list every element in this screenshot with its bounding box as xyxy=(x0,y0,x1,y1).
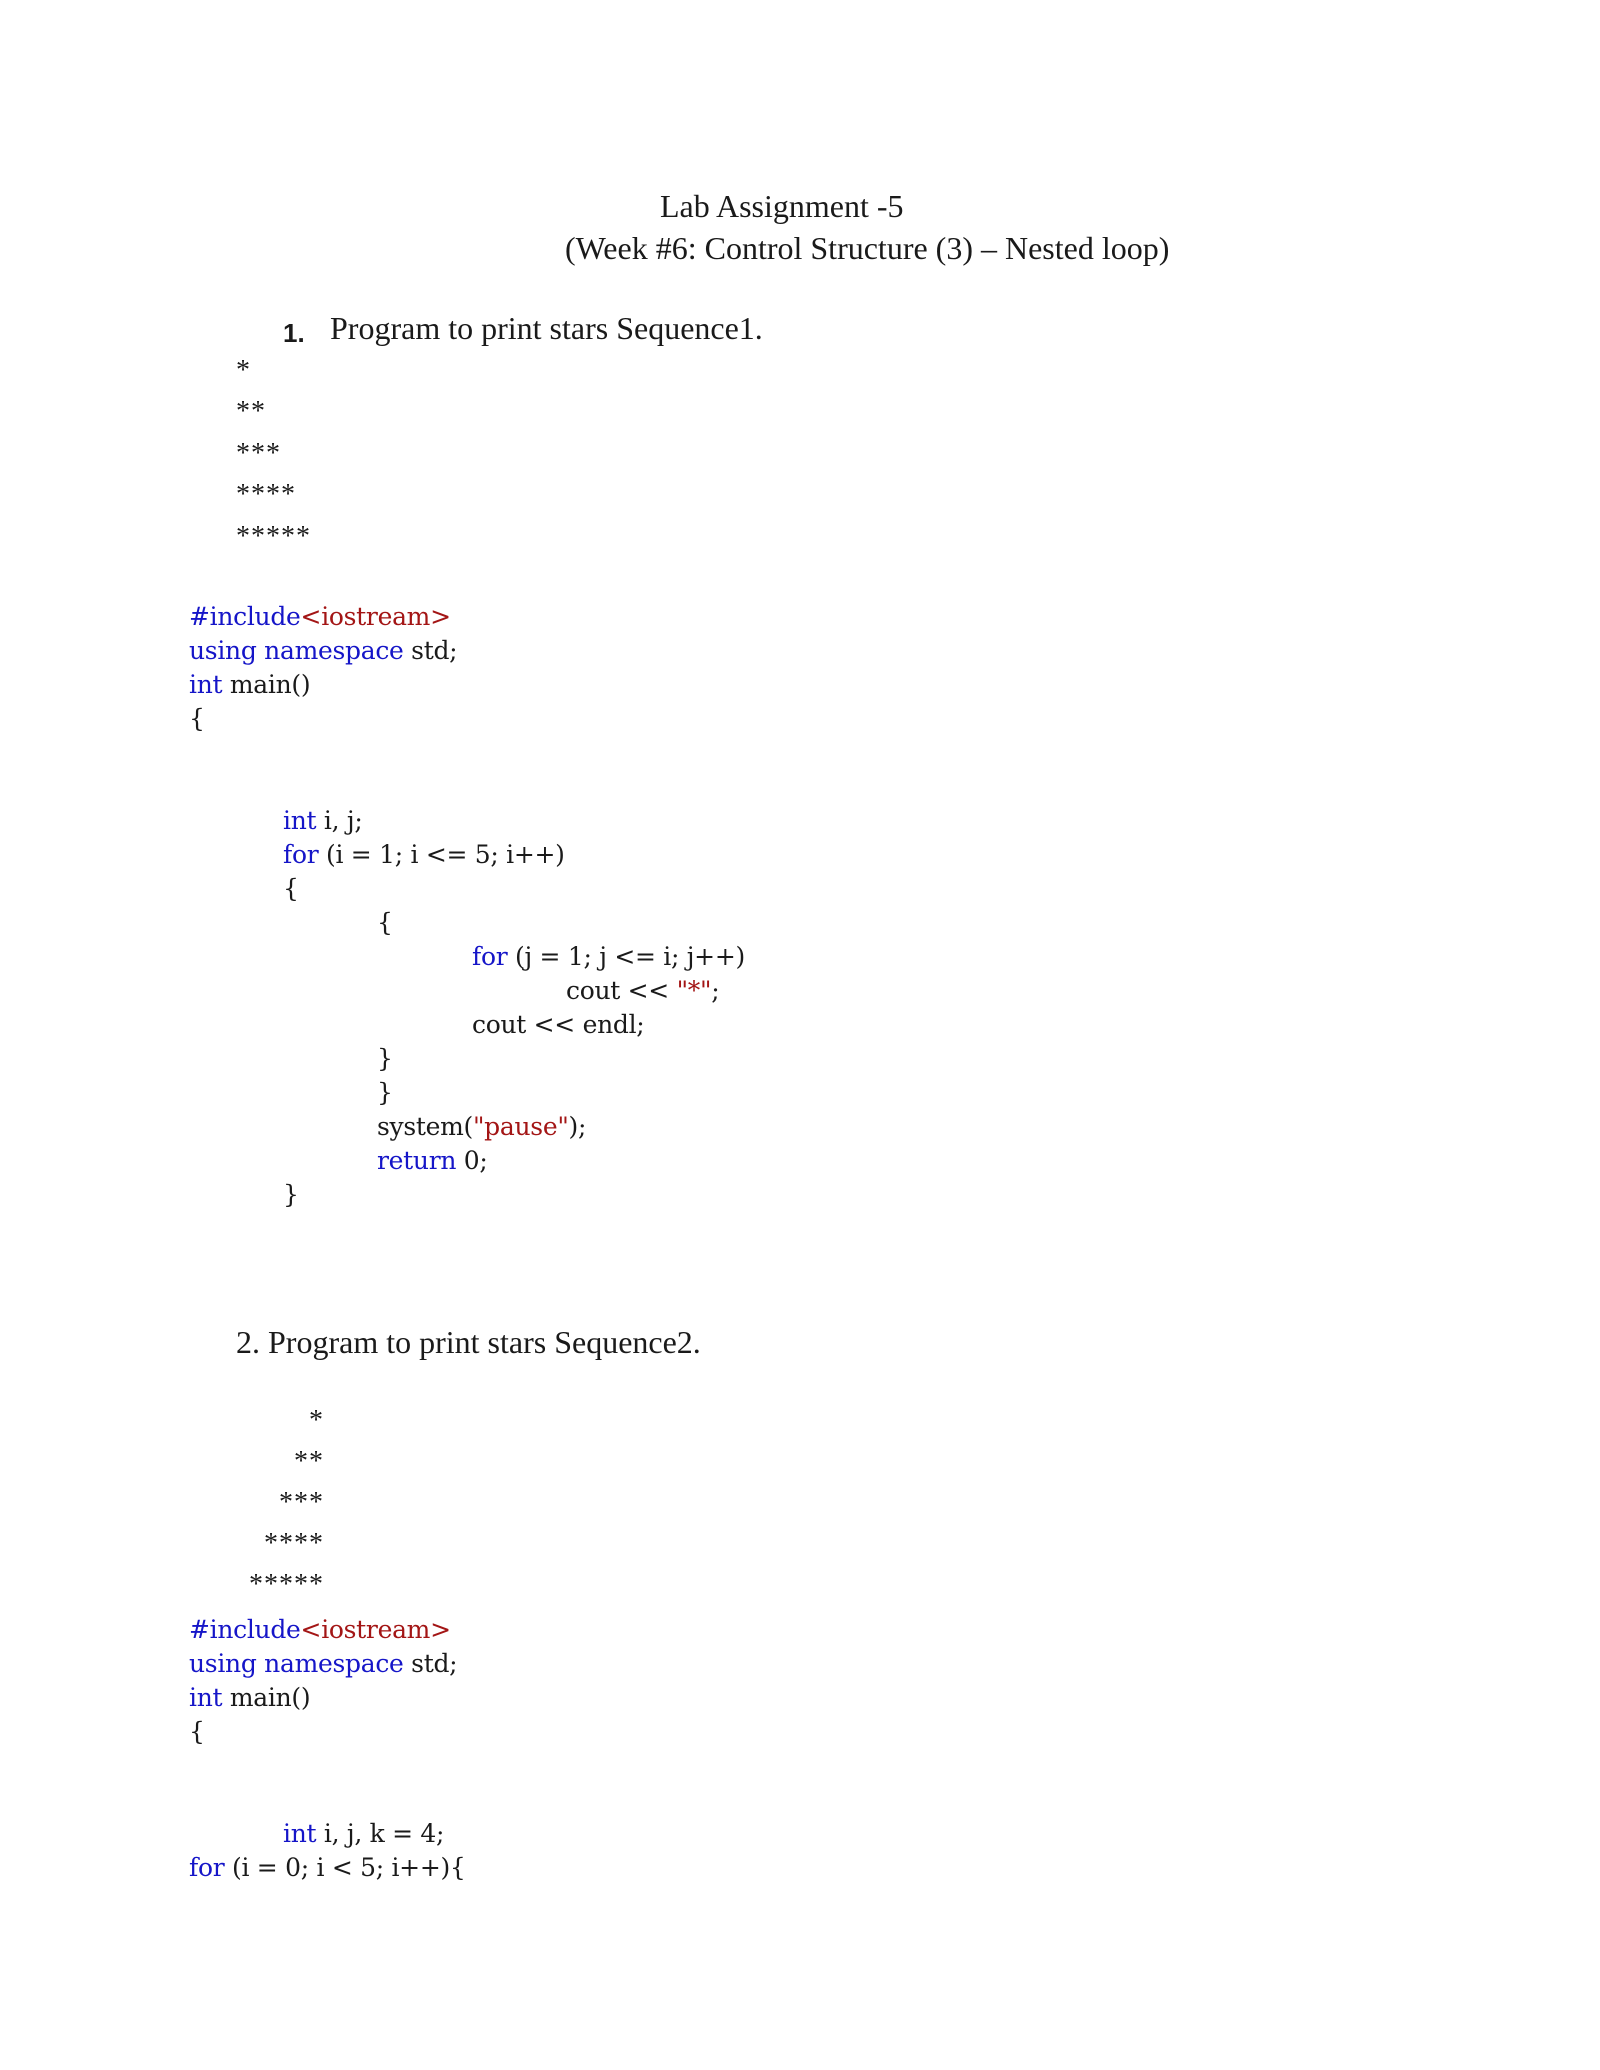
code-line: { xyxy=(283,874,299,903)
code-line: { xyxy=(189,1717,205,1746)
code-line: using namespace std; xyxy=(189,1649,458,1678)
code-line: int i, j, k = 4; xyxy=(283,1819,445,1848)
code-line: return 0; xyxy=(377,1146,488,1175)
code-line: for (j = 1; j <= i; j++) xyxy=(472,942,745,971)
star-row: * xyxy=(236,355,251,386)
star-row: *** xyxy=(236,438,281,469)
star-row: ***** xyxy=(236,521,311,552)
code-line: int main() xyxy=(189,1683,311,1712)
star-row: ** xyxy=(294,1446,324,1477)
code-line: } xyxy=(377,1078,393,1107)
code-line: for (i = 0; i < 5; i++){ xyxy=(189,1853,466,1882)
code-line: int i, j; xyxy=(283,806,363,835)
code-line: for (i = 1; i <= 5; i++) xyxy=(283,840,565,869)
page-subtitle: (Week #6: Control Structure (3) – Nested loop) xyxy=(565,230,1170,266)
section-1-number: 1. xyxy=(283,318,305,348)
code-line: system("pause"); xyxy=(377,1112,587,1141)
section-2-heading: 2. Program to print stars Sequence2. xyxy=(236,1324,701,1360)
star-row: **** xyxy=(236,479,296,510)
code-line: { xyxy=(189,704,205,733)
page-title: Lab Assignment -5 xyxy=(660,188,904,224)
code-line: #include<iostream> xyxy=(189,1615,451,1644)
code-line: { xyxy=(377,908,393,937)
code-line: cout << endl; xyxy=(472,1010,645,1039)
code-line: #include<iostream> xyxy=(189,602,451,631)
code-line: } xyxy=(283,1180,299,1209)
code-line: int main() xyxy=(189,670,311,699)
star-row: **** xyxy=(264,1528,324,1559)
star-row: *** xyxy=(279,1487,324,1518)
code-line: cout << "*"; xyxy=(566,976,720,1005)
code-line: using namespace std; xyxy=(189,636,458,665)
section-1-heading: Program to print stars Sequence1. xyxy=(330,310,763,346)
star-row: ** xyxy=(236,396,266,427)
star-row: ***** xyxy=(249,1569,324,1600)
star-row: * xyxy=(309,1405,324,1436)
code-line: } xyxy=(377,1044,393,1073)
